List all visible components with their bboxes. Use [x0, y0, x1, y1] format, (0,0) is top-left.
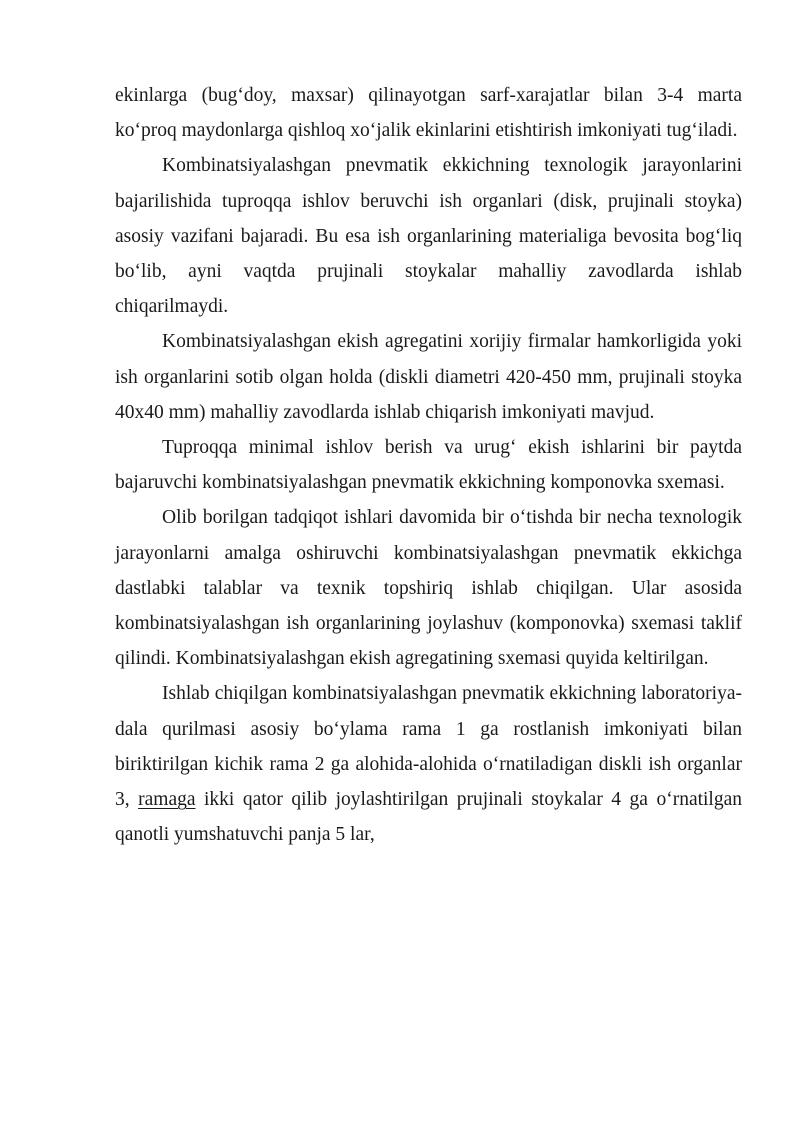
- paragraph-6-part-2: ikki qator qilib joylashtirilgan prujinali stoykalar 4 ga o‘rnatilgan qanotli yumshatuvchi panja 5 lar,: [115, 789, 743, 846]
- paragraph-2: Kombinatsiyalashgan pnevmatik ekkichning texnologik jarayonlarini bajarilishida tuproqqa ishlov beruvchi ish organlari (disk, prujinali stoyka) asosiy vazifani bajaradi. Bu esa ish organlarining materialiga bevosita bog‘liq bo‘lib, ayni vaqtda prujinali stoykalar mahalliy zavodlarda ishlab chiqarilmaydi.: [115, 155, 742, 318]
- underlined-word: ramaga: [138, 789, 196, 811]
- paragraph-1: ekinlarga (bug‘doy, maxsar) qilinayotgan sarf-xarajatlar bilan 3-4 marta ko‘proq maydonlarga qishloq xo‘jalik ekinlarini etishtirish imkoniyati tug‘iladi.: [115, 85, 742, 142]
- document-body: [115, 78, 742, 852]
- paragraph-5: Olib borilgan tadqiqot ishlari davomida bir o‘tishda bir necha texnologik jarayonlarni amalga oshiruvchi kombinatsiyalashgan pnevmatik ekkichga dastlabki talablar va texnik topshiriq ishlab chiqilgan. Ular asosida kombinatsiyalashgan ish organlarining joylashuv (komponovka) sxemasi taklif qilindi. Kombinatsiyalashgan ekish agregatining sxemasi quyida keltirilgan.: [115, 507, 742, 670]
- paragraph-3: Kombinatsiyalashgan ekish agregatini xorijiy firmalar hamkorligida yoki ish organlarini sotib olgan holda (diskli diametri 420-450 mm, prujinali stoyka 40x40 mm) mahalliy zavodlarda ishlab chiqarish imkoniyati mavjud.: [115, 331, 742, 423]
- paragraph-4: Tuproqqa minimal ishlov berish va urug‘ ekish ishlarini bir paytda bajaruvchi kombinatsiyalashgan pnevmatik ekkichning komponovka sxemasi.: [115, 437, 742, 494]
- paragraph-6-part-1: Ishlab chiqilgan kombinatsiyalashgan pnevmatik ekkichning laboratoriya-dala qurilmasi asosiy bo‘ylama rama 1 ga rostlanish imkoniyati bilan biriktirilgan kichik rama 2 ga alohida-alohida o‘rnatiladigan diskli ish organlar 3,: [115, 683, 742, 811]
- paragraph-6: [115, 676, 742, 852]
